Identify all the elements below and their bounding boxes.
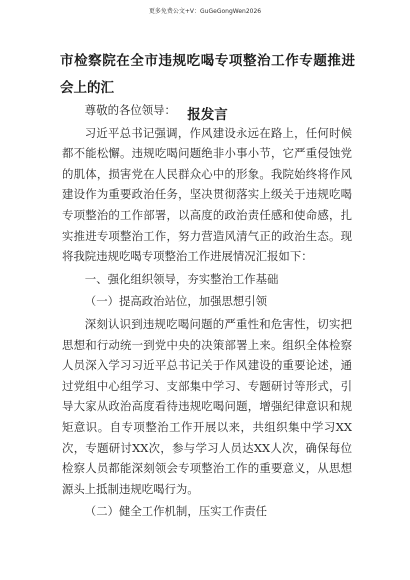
paragraph-intro: 习近平总书记强调，作风建设永远在路上，任何时候都不能松懈。违规吃喝问题绝非小事小节，它严重侵蚀党的肌体，损害党在人民群众心中的形象。我院始终将作风建设作为重要政治任务，坚决贯彻落实上级关于违规吃喝专项整治的工作部署，以高度的政治责任感和使命感，扎实推进专项整治工作，努力营造风清气正的政治生态。现将我院违规吃喝专项整治工作进展情况汇报如下： bbox=[62, 125, 352, 264]
paragraph-study: 深刻认识到违规吃喝问题的严重性和危害性，切实把思想和行动统一到党中央的决策部署上来。组织全体检察人员深入学习习近平总书记关于作风建设的重要论述，通过党组中心组学习、支部集中学习、专题研讨等形式，引导大家从政治高度看待违规吃喝问题，增强纪律意识和规矩意识。自专项整治工作开展以来，共组织集中学习XX次，专题研讨XX次，参与学习人员达XX人次，确保每位检察人员都能深刻领会专项整治工作的重要意义，从思想源头上抵制违规吃喝行为。 bbox=[62, 316, 352, 496]
document-body bbox=[62, 100, 352, 522]
section-heading-1: 一、强化组织领导，夯实整治工作基础 bbox=[84, 271, 279, 286]
header-note: 更多免费公文+V：GuGeGongWen2026 bbox=[148, 8, 262, 15]
subsection-heading-2: （二）健全工作机制，压实工作责任 bbox=[84, 504, 268, 519]
title-line-1: 市检察院在全市违规吃喝专项整治工作专题推进会上的汇 bbox=[60, 53, 355, 96]
subsection-heading-1: （一）提高政治站位，加强思想引领 bbox=[84, 294, 268, 309]
title-line-2: 报发言 bbox=[187, 107, 228, 123]
salutation: 尊敬的各位领导： bbox=[84, 103, 176, 117]
